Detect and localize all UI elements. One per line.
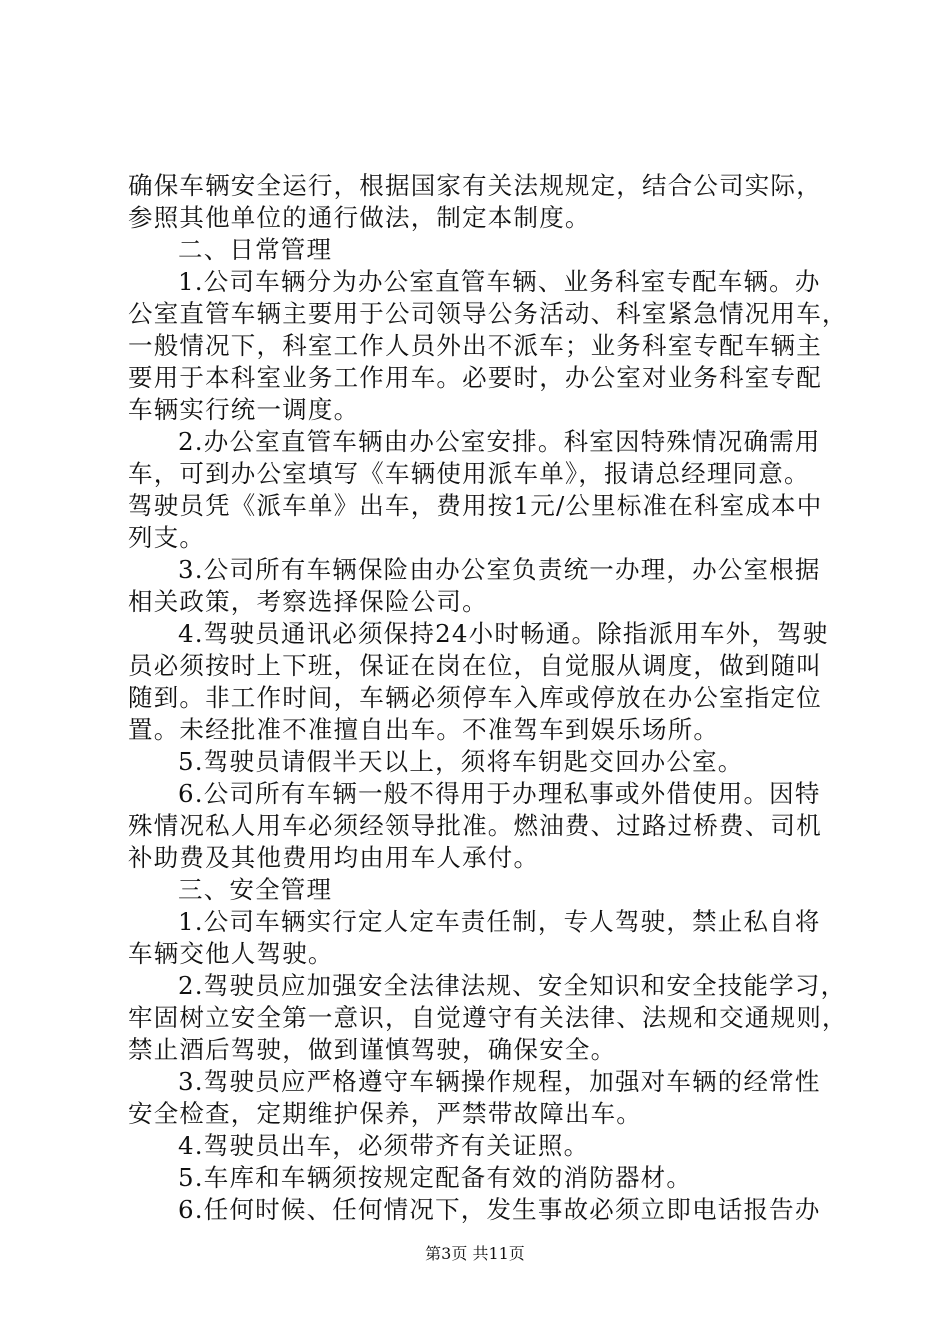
text-line: 安全检查，定期维护保养，严禁带故障出车。	[128, 1099, 642, 1128]
text-line: 5.驾驶员请假半天以上，须将车钥匙交回办公室。	[178, 747, 744, 776]
text-line: 驾驶员凭《派车单》出车，费用按1元/公里标准在科室成本中	[128, 491, 823, 520]
text-line: 牢固树立安全第一意识，自觉遵守有关法律、法规和交通规则，	[128, 1003, 848, 1032]
text-line: 二、日常管理	[178, 235, 333, 264]
text-line: 三、安全管理	[178, 875, 333, 904]
text-line: 2.驾驶员应加强安全法律法规、安全知识和安全技能学习，	[178, 971, 847, 1000]
text-line: 6.公司所有车辆一般不得用于办理私事或外借使用。因特	[178, 779, 821, 808]
document-body	[128, 170, 848, 1226]
text-line: 殊情况私人用车必须经领导批准。燃油费、过路过桥费、司机	[128, 811, 822, 840]
text-line: 一般情况下，科室工作人员外出不派车；业务科室专配车辆主	[128, 331, 822, 360]
text-line: 确保车辆安全运行，根据国家有关法规规定，结合公司实际，	[128, 171, 822, 200]
text-line: 车辆交他人驾驶。	[128, 939, 334, 968]
text-line: 1.公司车辆实行定人定车责任制，专人驾驶，禁止私自将	[178, 907, 821, 936]
text-line: 置。未经批准不准擅自出车。不准驾车到娱乐场所。	[128, 715, 720, 744]
text-line: 2.办公室直管车辆由办公室安排。科室因特殊情况确需用	[178, 427, 821, 456]
text-line: 5.车库和车辆须按规定配备有效的消防器材。	[178, 1163, 693, 1192]
text-line: 要用于本科室业务工作用车。必要时，办公室对业务科室专配	[128, 363, 822, 392]
text-line: 3.驾驶员应严格遵守车辆操作规程，加强对车辆的经常性	[178, 1067, 821, 1096]
text-line: 列支。	[128, 523, 206, 552]
text-line: 1.公司车辆分为办公室直管车辆、业务科室专配车辆。办	[178, 267, 821, 296]
text-line: 补助费及其他费用均由用车人承付。	[128, 843, 540, 872]
text-line: 车，可到办公室填写《车辆使用派车单》，报请总经理同意。	[128, 459, 810, 488]
text-line: 3.公司所有车辆保险由办公室负责统一办理，办公室根据	[178, 555, 821, 584]
text-line: 车辆实行统一调度。	[128, 395, 360, 424]
text-line: 参照其他单位的通行做法，制定本制度。	[128, 203, 591, 232]
text-line: 公室直管车辆主要用于公司领导公务活动、科室紧急情况用车，	[128, 299, 848, 328]
text-line: 随到。非工作时间，车辆必须停车入库或停放在办公室指定位	[128, 683, 822, 712]
text-line: 相关政策，考察选择保险公司。	[128, 587, 488, 616]
text-line: 4.驾驶员出车，必须带齐有关证照。	[178, 1131, 590, 1160]
text-line: 员必须按时上下班，保证在岗在位，自觉服从调度，做到随叫	[128, 651, 822, 680]
text-line: 4.驾驶员通讯必须保持24小时畅通。除指派用车外，驾驶	[178, 619, 829, 648]
page-footer: 第3页 共11页	[425, 1244, 525, 1263]
text-line: 禁止酒后驾驶，做到谨慎驾驶，确保安全。	[128, 1035, 617, 1064]
text-line: 6.任何时候、任何情况下，发生事故必须立即电话报告办	[178, 1195, 821, 1224]
